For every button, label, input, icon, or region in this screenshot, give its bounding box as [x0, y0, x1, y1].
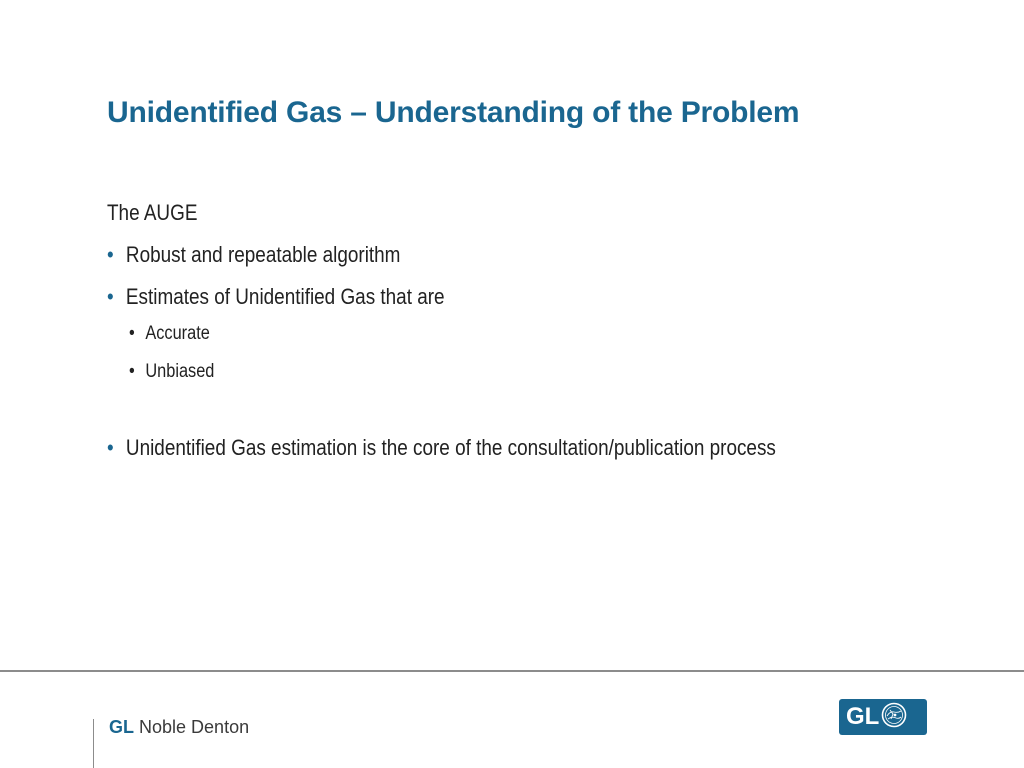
- gl-logo: [839, 699, 927, 735]
- footer-divider: [0, 670, 1024, 672]
- sub-bullet-item: [129, 361, 214, 383]
- footer-vertical-divider: [93, 719, 94, 768]
- slide-title: Unidentified Gas – Understanding of the Problem: [107, 96, 800, 129]
- sub-bullet-text: Accurate: [145, 323, 210, 344]
- intro-text: The AUGE: [107, 200, 198, 225]
- sub-bullet-dot-icon: •: [129, 323, 135, 344]
- sub-bullet-dot-icon: •: [129, 361, 135, 382]
- bullet-item: [107, 242, 400, 268]
- sub-bullet-text: Unbiased: [145, 361, 215, 382]
- sub-bullet-item: [129, 323, 210, 345]
- footer-brand: [109, 717, 249, 738]
- bullet-text: Robust and repeatable algorithm: [125, 242, 401, 267]
- globe-seal-icon: [881, 702, 907, 733]
- bullet-dot-icon: •: [107, 284, 114, 309]
- gl-logo-text: GL: [846, 703, 880, 730]
- footer-brand-gl: GL: [109, 717, 134, 737]
- bullet-dot-icon: •: [107, 242, 114, 267]
- bullet-item: [107, 435, 776, 461]
- bullet-text: Unidentified Gas estimation is the core of the consultation/publication process: [125, 435, 776, 460]
- bullet-text: Estimates of Unidentified Gas that are: [125, 284, 445, 309]
- bullet-item: [107, 284, 445, 310]
- bullet-dot-icon: •: [107, 435, 114, 460]
- footer-brand-name: Noble Denton: [139, 717, 250, 737]
